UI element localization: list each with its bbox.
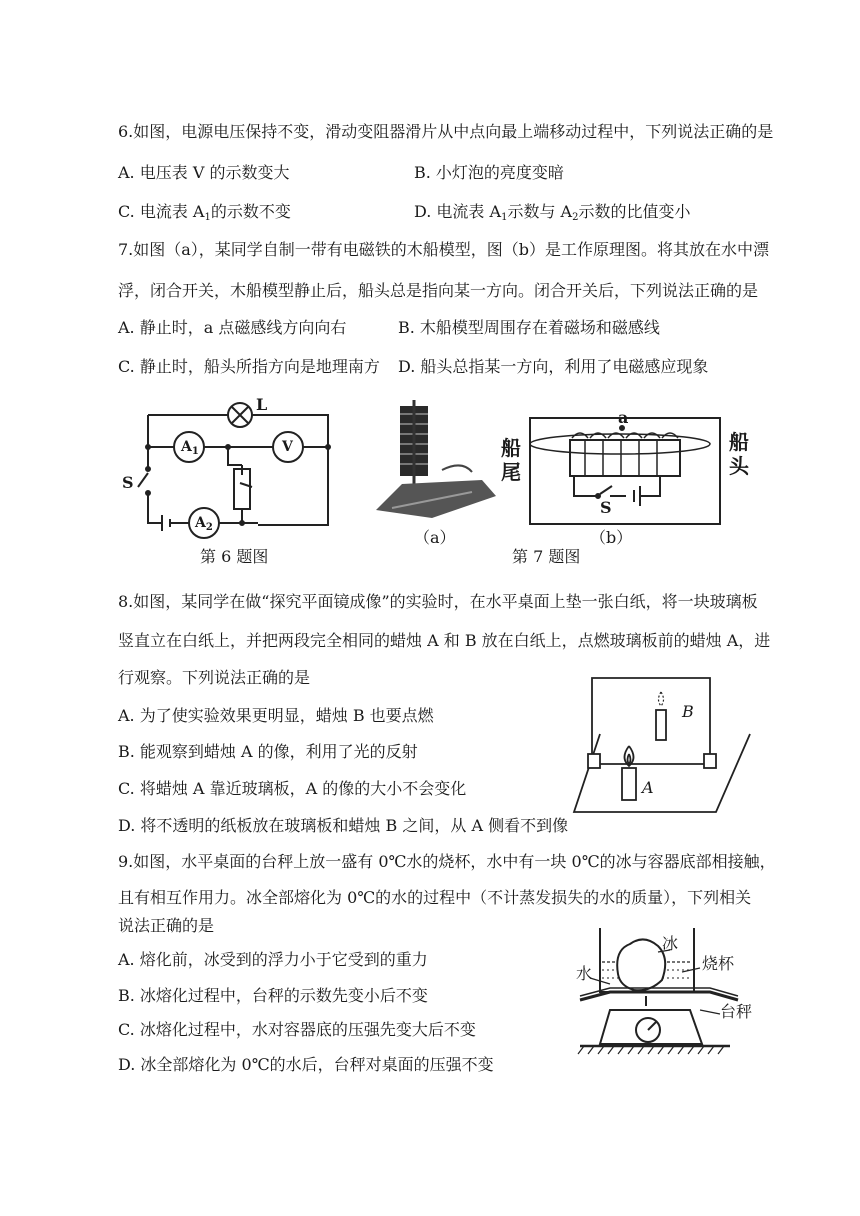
beaker-label: 烧杯 [702, 954, 735, 973]
q7-boat-photo [372, 400, 502, 530]
q8-option-b: B. 能观察到蜡烛 A 的像，利用了光的反射 [118, 742, 418, 761]
q9-option-c: C. 冰熔化过程中，水对容器底的压强先变大后不变 [118, 1020, 476, 1039]
point-a-label: a [618, 408, 629, 427]
ammeter-a1-label: $A_1$ [181, 439, 199, 457]
q8-option-a: A. 为了使实验效果更明显，蜡烛 B 也要点燃 [118, 706, 434, 725]
ice-label: 冰 [662, 934, 679, 953]
q9-option-d: D. 冰全部熔化为 0℃的水后，台秤对桌面的压强不变 [118, 1055, 494, 1074]
q7-schematic-figure [500, 408, 750, 526]
q6-option-d: D. 电流表 $A_1$示数与 $A_2$示数的比值变小 [414, 202, 691, 223]
switch-s-label: S [600, 498, 612, 517]
q8-stem-line2: 竖直立在白纸上，并把两段完全相同的蜡烛 A 和 B 放在白纸上，点燃玻璃板前的蜡烛 A，进 [118, 631, 771, 650]
q7-option-a: A. 静止时，a 点磁感线方向向右 [118, 318, 347, 337]
water-label: 水 [576, 964, 593, 983]
stern-label: 船尾 [501, 436, 521, 484]
q9-scale-figure [570, 922, 760, 1057]
q6-figure-caption: 第 6 题图 [200, 547, 269, 566]
q7-fig-b-label: （b） [590, 528, 633, 547]
candle-b-label: B [682, 702, 694, 721]
q8-stem-line1: 8.如图，某同学在做“探究平面镜成像”的实验时，在水平桌面上垫一张白纸，将一块玻璃板 [118, 592, 758, 611]
q9-stem-line3: 说法正确的是 [118, 916, 215, 935]
q9-option-a: A. 熔化前，冰受到的浮力小于它受到的重力 [118, 950, 428, 969]
scale-label: 台秤 [720, 1002, 753, 1021]
q7-option-b: B. 木船模型周围存在着磁场和磁感线 [398, 318, 660, 337]
q6-option-c: C. 电流表 $A_1$的示数不变 [118, 202, 291, 223]
q9-stem-line2: 且有相互作用力。冰全部熔化为 0℃的水的过程中（不计蒸发损失的水的质量），下列相关 [118, 888, 752, 907]
ammeter-a2-label: $A_2$ [195, 515, 213, 533]
switch-label: S [122, 473, 134, 492]
q7-stem-line1: 7.如图（a），某同学自制一带有电磁铁的木船模型，图（b）是工作原理图。将其放在水中漂 [118, 240, 770, 259]
lamp-label: L [256, 395, 268, 414]
q8-option-c: C. 将蜡烛 A 靠近玻璃板，A 的像的大小不会变化 [118, 779, 467, 798]
voltmeter-label: V [282, 439, 293, 455]
q6-circuit-figure [118, 395, 338, 535]
q6-option-a: A. 电压表 V 的示数变大 [118, 163, 290, 182]
q7-fig-a-label: （a） [414, 528, 456, 547]
q8-option-d: D. 将不透明的纸板放在玻璃板和蜡烛 B 之间，从 A 侧看不到像 [118, 816, 569, 835]
q8-mirror-figure [570, 672, 750, 817]
q9-stem-line1: 9.如图，水平桌面的台秤上放一盛有 0℃水的烧杯，水中有一块 0℃的冰与容器底部相接触， [118, 852, 776, 871]
q7-figure-caption: 第 7 题图 [512, 547, 581, 566]
q7-option-d: D. 船头总指某一方向，利用了电磁感应现象 [398, 357, 709, 376]
q7-stem-line2: 浮，闭合开关，木船模型静止后，船头总是指向某一方向。闭合开关后，下列说法正确的是 [118, 281, 759, 300]
q6-stem: 6.如图，电源电压保持不变，滑动变阻器滑片从中点向最上端移动过程中，下列说法正确的是 [118, 122, 774, 141]
q7-option-c: C. 静止时，船头所指方向是地理南方 [118, 357, 380, 376]
candle-a-label: A [642, 778, 654, 797]
q8-stem-line3: 行观察。下列说法正确的是 [118, 668, 311, 687]
bow-label: 船头 [729, 430, 749, 478]
q9-option-b: B. 冰熔化过程中，台秤的示数先变小后不变 [118, 986, 428, 1005]
q6-option-b: B. 小灯泡的亮度变暗 [414, 163, 564, 182]
